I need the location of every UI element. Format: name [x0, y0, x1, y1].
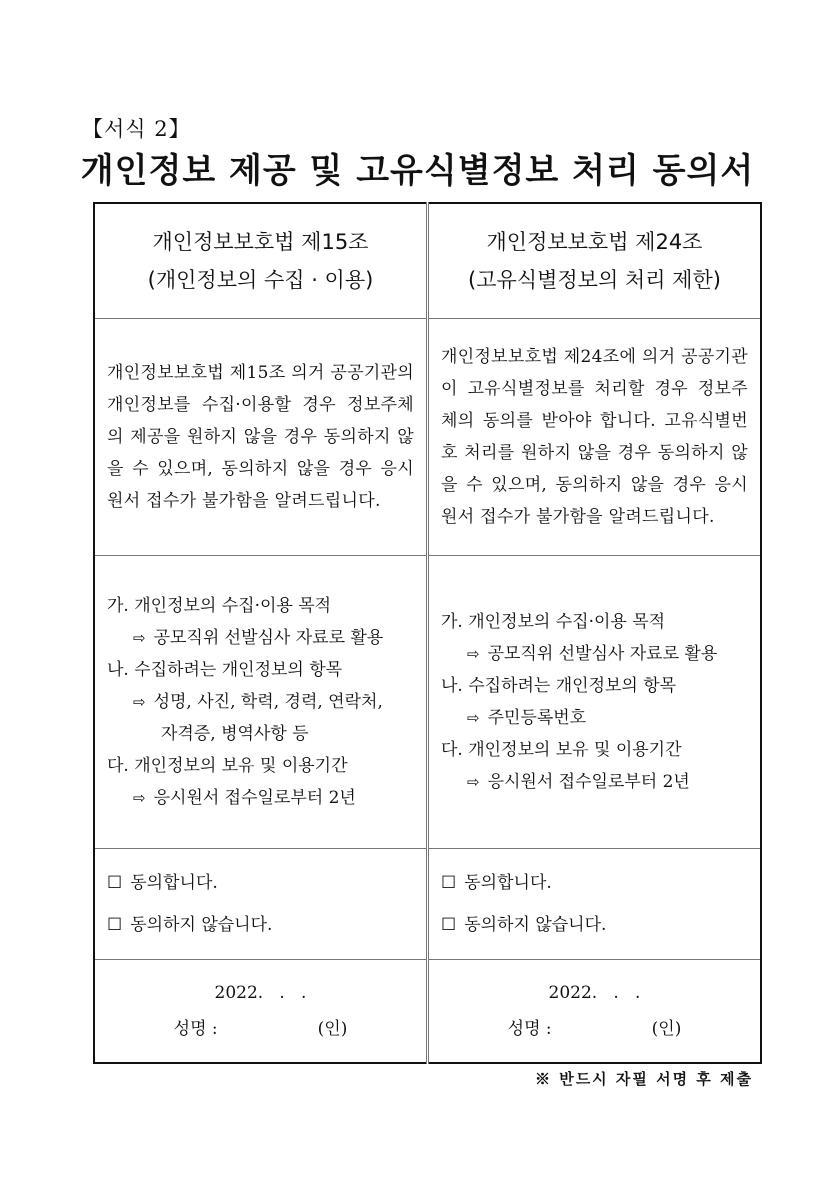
right-header-subject: (고유식별정보의 처리 제한) [468, 268, 721, 292]
right-date[interactable]: 2022. . . [548, 983, 641, 1003]
left-item-fields-detail: ⇨ 성명, 사진, 학력, 경력, 연락처, [133, 692, 383, 712]
left-name-line[interactable] [107, 1011, 414, 1047]
left-date[interactable]: 2022. . . [214, 983, 307, 1003]
left-item-retention-detail: ⇨ 응시원서 접수일로부터 2년 [133, 788, 356, 808]
right-item-retention-detail: ⇨ 응시원서 접수일로부터 2년 [467, 772, 690, 792]
page-title: 개인정보 제공 및 고유식별정보 처리 동의서 [80, 151, 755, 191]
items-row [94, 556, 761, 849]
left-item-retention: 다. 개인정보의 보유 및 이용기간 [107, 756, 348, 776]
header-row [94, 203, 761, 319]
left-seal: (인) [317, 1019, 348, 1039]
right-disagree-option[interactable] [441, 904, 748, 946]
right-name-line[interactable] [441, 1011, 748, 1047]
right-agree-option[interactable] [441, 862, 748, 904]
footnote: ※ 반드시 자필 서명 후 제출 [534, 1070, 753, 1088]
right-header-law: 개인정보보호법 제24조 [486, 230, 703, 254]
description-row [94, 319, 761, 556]
left-signature [94, 960, 428, 1064]
left-description: 개인정보보호법 제15조 의거 공공기관의 개인정보를 수집·이용할 경우 정보주체의 제공을 원하지 않을 경우 동의하지 않을 수 있으며, 동의하지 않을 경우 응시원서 접수가 불가함을 알려드립니다. [94, 319, 428, 556]
checkbox-icon[interactable]: ☐ [107, 873, 123, 893]
right-disagree-label: 동의하지 않습니다. [464, 915, 607, 935]
arrow-icon: ⇨ [467, 645, 480, 663]
left-agree-option[interactable] [107, 862, 414, 904]
left-disagree-option[interactable] [107, 904, 414, 946]
left-header [94, 203, 428, 319]
left-agree-label: 동의합니다. [130, 873, 218, 893]
left-item-fields: 나. 수집하려는 개인정보의 항목 [107, 660, 343, 680]
right-description: 개인정보보호법 제24조에 의거 공공기관이 고유식별정보를 처리할 경우 정보주체의 동의를 받아야 합니다. 고유식별번호 처리를 원하지 않을 경우 동의하지 않을 수 있으며, 동의하지 않을 경우 응시원서 접수가 불가함을 알려드립니다. [428, 319, 762, 556]
left-name-label: 성명 : [173, 1019, 218, 1039]
arrow-icon: ⇨ [133, 789, 146, 807]
form-number: 【서식 2】 [82, 117, 191, 141]
checkbox-icon[interactable]: ☐ [441, 915, 457, 935]
right-item-fields-detail: ⇨ 주민등록번호 [467, 708, 587, 728]
right-item-retention: 다. 개인정보의 보유 및 이용기간 [441, 740, 682, 760]
right-name-label: 성명 : [507, 1019, 552, 1039]
left-item-purpose-detail: ⇨ 공모직위 선발심사 자료로 활용 [133, 628, 384, 648]
consent-table [93, 202, 762, 1064]
left-item-fields-detail-cont: 자격증, 병역사항 등 [161, 724, 309, 744]
arrow-icon: ⇨ [133, 693, 146, 711]
right-signature [428, 960, 762, 1064]
arrow-icon: ⇨ [467, 773, 480, 791]
left-item-purpose: 가. 개인정보의 수집·이용 목적 [107, 596, 332, 616]
right-items [428, 556, 762, 849]
right-item-purpose-detail: ⇨ 공모직위 선발심사 자료로 활용 [467, 644, 718, 664]
signature-row [94, 960, 761, 1064]
right-item-purpose: 가. 개인정보의 수집·이용 목적 [441, 612, 666, 632]
left-header-law: 개인정보보호법 제15조 [152, 230, 369, 254]
right-item-fields: 나. 수집하려는 개인정보의 항목 [441, 676, 677, 696]
arrow-icon: ⇨ [467, 709, 480, 727]
arrow-icon: ⇨ [133, 629, 146, 647]
consent-check-row [94, 849, 761, 960]
right-consent-options [428, 849, 762, 960]
right-agree-label: 동의합니다. [464, 873, 552, 893]
checkbox-icon[interactable]: ☐ [441, 873, 457, 893]
left-disagree-label: 동의하지 않습니다. [130, 915, 273, 935]
checkbox-icon[interactable]: ☐ [107, 915, 123, 935]
left-header-subject: (개인정보의 수집 · 이용) [147, 268, 374, 292]
left-consent-options [94, 849, 428, 960]
right-header [428, 203, 762, 319]
left-items [94, 556, 428, 849]
right-seal: (인) [651, 1019, 682, 1039]
